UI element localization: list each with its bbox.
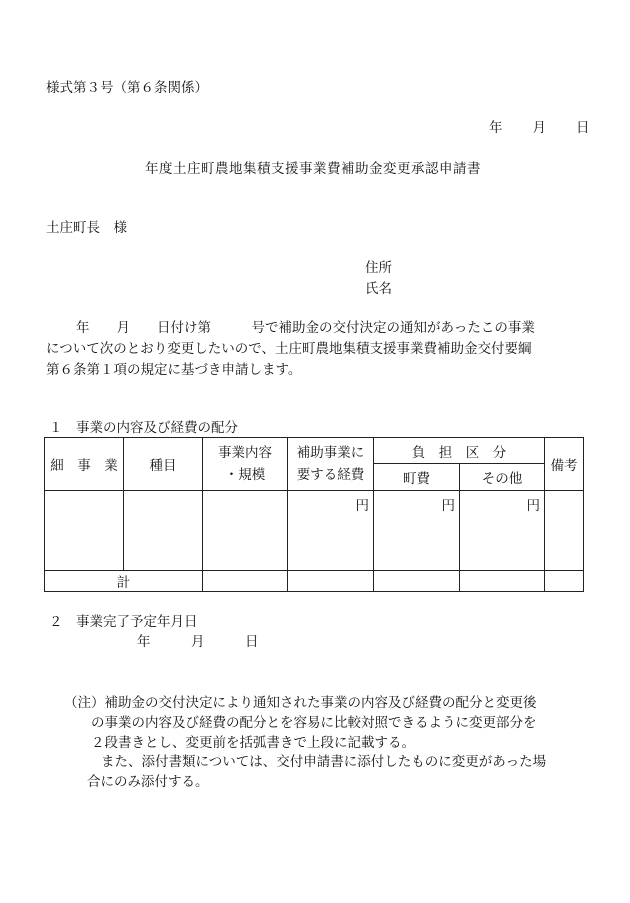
header-town-cost: 町費 — [374, 464, 460, 491]
section2-heading: ２ 事業完了予定年月日 — [49, 614, 198, 630]
header-cost-line1: 補助事業に — [296, 445, 365, 461]
note-line-1: （注）補助金の交付決定により通知された事業の内容及び経費の配分と変更後 — [64, 695, 537, 711]
document-title: 年度土庄町農地集積支援事業費補助金変更承認申請書 — [145, 161, 481, 177]
date-line: 年 月 日 — [489, 120, 591, 136]
note-line-3: ２段書きとし、変更前を括弧書きで上段に記載する。 — [91, 735, 415, 751]
completion-date: 年 月 日 — [137, 634, 259, 650]
header-cost-line2: 要する経費 — [296, 467, 365, 483]
note-line-4: また、添付書類については、交付申請書に添付したものに変更があった場 — [101, 754, 547, 770]
header-other: その他 — [460, 464, 545, 491]
header-content — [203, 438, 288, 491]
header-category: 種目 — [124, 438, 203, 491]
section1-heading: １ 事業の内容及び経費の配分 — [49, 420, 238, 436]
header-content-line2: ・規模 — [224, 467, 266, 483]
cell-category — [124, 491, 203, 571]
form-number: 様式第３号（第６条関係） — [46, 80, 208, 96]
name-label: 氏名 — [365, 281, 392, 297]
body-line-1: 年 月 日付け第 号で補助金の交付決定の通知があったこの事業 — [76, 320, 535, 336]
header-detail-project: 細 事 業 — [45, 438, 124, 491]
header-remarks: 備考 — [545, 438, 584, 491]
cell-detail-project — [45, 491, 124, 571]
header-cost — [288, 438, 374, 491]
total-label: 計 — [45, 571, 203, 592]
total-content — [203, 571, 288, 592]
note-line-5: 合にのみ添付する。 — [87, 774, 209, 790]
total-remarks — [545, 571, 584, 592]
note-line-2: の事業の内容及び経費の配分とを容易に比較対照できるように変更部分を — [91, 715, 537, 731]
addressee: 土庄町長 様 — [46, 220, 127, 236]
expense-table — [44, 437, 584, 592]
total-cost — [288, 571, 374, 592]
cell-cost-unit: 円 — [288, 491, 374, 571]
header-burden: 負 担 区 分 — [374, 438, 545, 464]
total-other — [460, 571, 545, 592]
cell-content — [203, 491, 288, 571]
total-town — [374, 571, 460, 592]
cell-other-unit: 円 — [460, 491, 545, 571]
header-content-line1: 事業内容 — [218, 445, 272, 461]
address-label: 住所 — [365, 260, 392, 276]
body-line-3: 第６条第１項の規定に基づき申請します。 — [46, 362, 302, 378]
body-line-2: について次のとおり変更したいので、土庄町農地集積支援事業費補助金交付要綱 — [46, 341, 532, 357]
cell-town-unit: 円 — [374, 491, 460, 571]
cell-remarks — [545, 491, 584, 571]
